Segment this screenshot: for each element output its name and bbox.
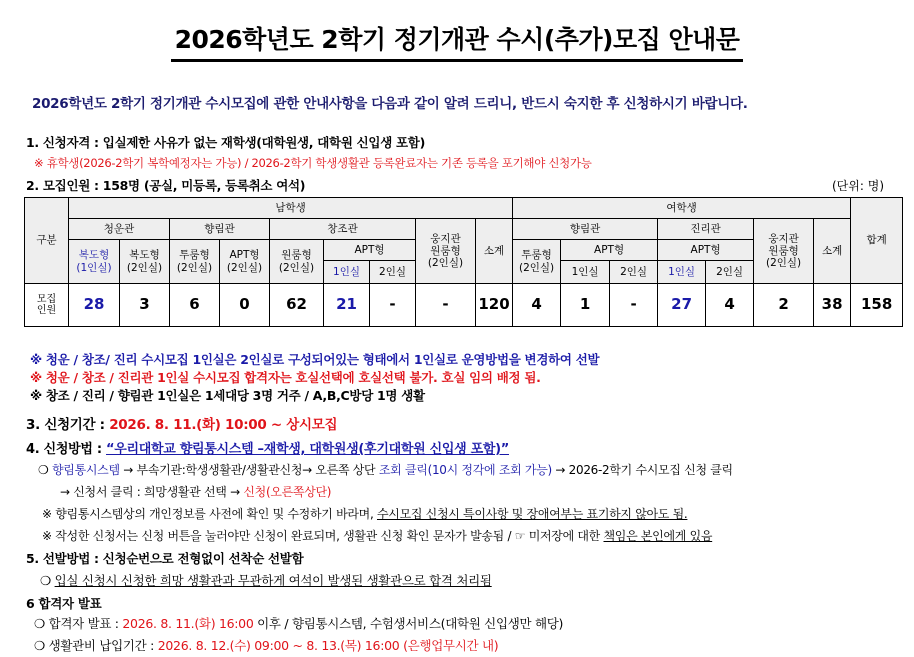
section4-value: “우리대학교 향림통시스템 –재학생, 대학원생(후기대학원 신입생 포함)” — [106, 442, 509, 457]
section1-note: ※ 휴학생(2026-2학기 복학예정자는 가능) / 2026-2학기 학생생활관 등록완료자는 기존 등록을 포기해야 신청가능 — [34, 156, 592, 170]
value-hyangnim-m-tuloom: 6 — [170, 284, 220, 327]
header-subtotal-m: 소계 — [476, 219, 513, 284]
value-hyangnim-f-apt-single: 1 — [561, 284, 610, 327]
header-oneroom — [270, 240, 324, 284]
bokdo1-line2: (1인실) — [76, 261, 112, 274]
header-hyangnim-f: 향림관 — [513, 219, 658, 240]
note2-underlined: 책임은 본인에게 있음 — [603, 529, 713, 543]
header-jinri-single: 1인실 — [658, 261, 706, 284]
section1-heading: 1. 신청자격 : 입실제한 사유가 없는 재학생(대학원생, 대학원 신입생 포함) — [26, 135, 425, 150]
title-container — [0, 20, 914, 62]
header-ungji-m — [416, 219, 476, 284]
header-gubun: 구분 — [25, 198, 69, 284]
step1-click-note: 클릭(10시 정각에 조회 가능) — [404, 463, 552, 477]
header-changjo-single: 1인실 — [324, 261, 370, 284]
section4-note1 — [42, 505, 687, 522]
value-changjo-apt-single: 21 — [324, 284, 370, 327]
header-hyangnim-m: 향림관 — [170, 219, 270, 240]
section3 — [26, 413, 337, 433]
value-hyangnim-m-apt: 0 — [220, 284, 270, 327]
header-hyangnim-single: 1인실 — [561, 261, 610, 284]
header-tuloom-f — [513, 240, 561, 284]
value-hyangnim-f-apt-double: - — [610, 284, 658, 327]
value-subtotal-f: 38 — [814, 284, 851, 327]
section6-item2 — [34, 636, 498, 654]
tuloom-line1: 투룸형 — [521, 249, 552, 262]
ungji-line2: 원룸형 — [430, 244, 461, 257]
section4 — [26, 438, 509, 457]
item1-rest: 이후 / 향림통시스템, 수험생서비스(대학원 신입생만 해당) — [257, 616, 564, 631]
tuloom-line2: (2인실) — [518, 261, 555, 274]
step2-path: → 신청서 클릭 : 희망생활관 선택 → — [60, 485, 240, 499]
section3-label: 3. 신청기간 : — [26, 417, 105, 433]
note1-text: ※ 향림통시스템상의 개인정보를 사전에 확인 및 수정하기 바라며, — [42, 507, 374, 521]
row-label-line2: 인원 — [36, 305, 57, 316]
section4-step2 — [60, 483, 331, 500]
section5-heading: 5. 선발방법 : 신청순번으로 전형없이 선착순 선발함 — [26, 551, 304, 566]
value-total: 158 — [851, 284, 903, 327]
header-apt-jinri: APT형 — [658, 240, 754, 261]
value-ungji-f: 2 — [754, 284, 814, 327]
value-subtotal-m: 120 — [476, 284, 513, 327]
section5-text: 입실 신청시 신청한 희망 생활관과 무관하게 여석이 발생된 생활관으로 합격 처리됨 — [54, 573, 492, 588]
header-changjo-double: 2인실 — [370, 261, 416, 284]
apt2-line2: (2인실) — [226, 261, 263, 274]
ungji-line3: (2인실) — [765, 257, 802, 270]
section4-note2 — [42, 527, 712, 544]
page-title: 2026학년도 2학기 정기개관 수시(추가)모집 안내문 — [171, 20, 744, 62]
tuloom-line1: 투룸형 — [179, 249, 210, 262]
recruitment-table — [24, 197, 903, 327]
note1-underlined: 수시모집 신청시 특이사항 및 장애여부는 표기하지 않아도 됨. — [376, 507, 688, 521]
row-label — [25, 284, 69, 327]
value-changjo-apt-double: - — [370, 284, 416, 327]
section6-heading: 6 합격자 발표 — [26, 596, 102, 611]
section5-item — [40, 571, 492, 589]
section4-step1 — [38, 461, 733, 478]
item2-date: 2026. 8. 12.(수) 09:00 ~ 8. 13.(목) 16:00 (은행업무시간 내) — [157, 638, 499, 653]
oneroom-line1: 원룸형 — [281, 249, 312, 262]
ungji-line2: 원룸형 — [768, 244, 799, 257]
header-ungji-f — [754, 219, 814, 284]
header-cheongun: 청운관 — [69, 219, 170, 240]
header-bokdo-1 — [69, 240, 120, 284]
bokdo1-line1: 복도형 — [78, 249, 110, 262]
header-male: 남학생 — [69, 198, 513, 219]
ungji-line1: 웅지관 — [430, 232, 461, 245]
header-jinri: 진리관 — [658, 219, 754, 240]
section2-heading: 2. 모집인원 : 158명 (공실, 미등록, 등록취소 여석) — [26, 178, 306, 193]
header-total: 합계 — [851, 198, 903, 284]
item1-label: ❍ 합격자 발표 : — [34, 616, 119, 631]
section5-bullet: ❍ — [40, 573, 51, 588]
note-2: ※ 청운 / 창조 / 진리관 1인실 수시모집 합격자는 호실선택에 호실선택 불가. 호실 임의 배정 됨. — [30, 370, 541, 385]
value-hyangnim-f-tuloom: 4 — [513, 284, 561, 327]
value-ungji-m: - — [416, 284, 476, 327]
header-bokdo-2 — [120, 240, 170, 284]
value-cheongun-bokdo-1: 28 — [69, 284, 120, 327]
header-tuloom-m — [170, 240, 220, 284]
value-cheongun-bokdo-2: 3 — [120, 284, 170, 327]
tuloom-line2: (2인실) — [176, 261, 213, 274]
unit-label: (단위: 명) — [832, 179, 884, 193]
header-subtotal-f: 소계 — [814, 219, 851, 284]
value-jinri-apt-single: 27 — [658, 284, 706, 327]
oneroom-line2: (2인실) — [278, 261, 315, 274]
item1-date: 2026. 8. 11.(화) 16:00 — [122, 616, 254, 631]
step1-apply: → 2026-2학기 수시모집 신청 클릭 — [555, 463, 733, 477]
note-3: ※ 창조 / 진리 / 향림관 1인실은 1세대당 3명 거주 / A,B,C방당 1명 생활 — [30, 388, 425, 403]
item2-label: ❍ 생활관비 납입기간 : — [34, 638, 155, 653]
header-changjo: 창조관 — [270, 219, 416, 240]
step1-path: → 부속기관:학생생활관/생활관신청→ 오른쪽 상단 — [123, 463, 376, 477]
row-label-line1: 모집 — [36, 293, 57, 305]
header-jinri-double: 2인실 — [706, 261, 754, 284]
header-apt-2in-m — [220, 240, 270, 284]
section3-value: 2026. 8. 11.(화) 10:00 ~ 상시모집 — [109, 417, 338, 433]
note-1: ※ 청운 / 창조/ 진리 수시모집 1인실은 2인실로 구성되어있는 형태에서 1인실로 운영방법을 변경하여 선발 — [30, 352, 600, 367]
header-apt-hyangnim-f: APT형 — [561, 240, 658, 261]
bokdo2-line1: 복도형 — [129, 249, 160, 262]
intro-text: 2026학년도 2학기 정기개관 수시모집에 관한 안내사항을 다음과 같이 알려 드리니, 반드시 숙지한 후 신청하시기 바랍니다. — [32, 96, 748, 112]
ungji-line1: 웅지관 — [768, 232, 799, 245]
header-female: 여학생 — [513, 198, 851, 219]
apply-button-ref: 신청(오른쪽상단) — [243, 485, 332, 499]
step-bullet: ❍ — [38, 463, 49, 477]
value-changjo-oneroom: 62 — [270, 284, 324, 327]
value-jinri-apt-double: 4 — [706, 284, 754, 327]
inquiry-link[interactable]: 조회 — [378, 463, 402, 477]
header-hyangnim-double: 2인실 — [610, 261, 658, 284]
apt2-line1: APT형 — [229, 249, 260, 262]
section6-item1 — [34, 614, 563, 632]
hyangnim-system-link[interactable]: 향림통시스템 — [51, 463, 120, 477]
section4-label: 4. 신청방법 : — [26, 442, 102, 457]
header-apt-changjo: APT형 — [324, 240, 416, 261]
note2-text: ※ 작성한 신청서는 신청 버튼을 눌러야만 신청이 완료되며, 생활관 신청 확인 문자가 발송됨 / ☞ 미저장에 대한 — [42, 529, 600, 543]
ungji-line3: (2인실) — [427, 257, 464, 270]
bokdo2-line2: (2인실) — [126, 261, 163, 274]
